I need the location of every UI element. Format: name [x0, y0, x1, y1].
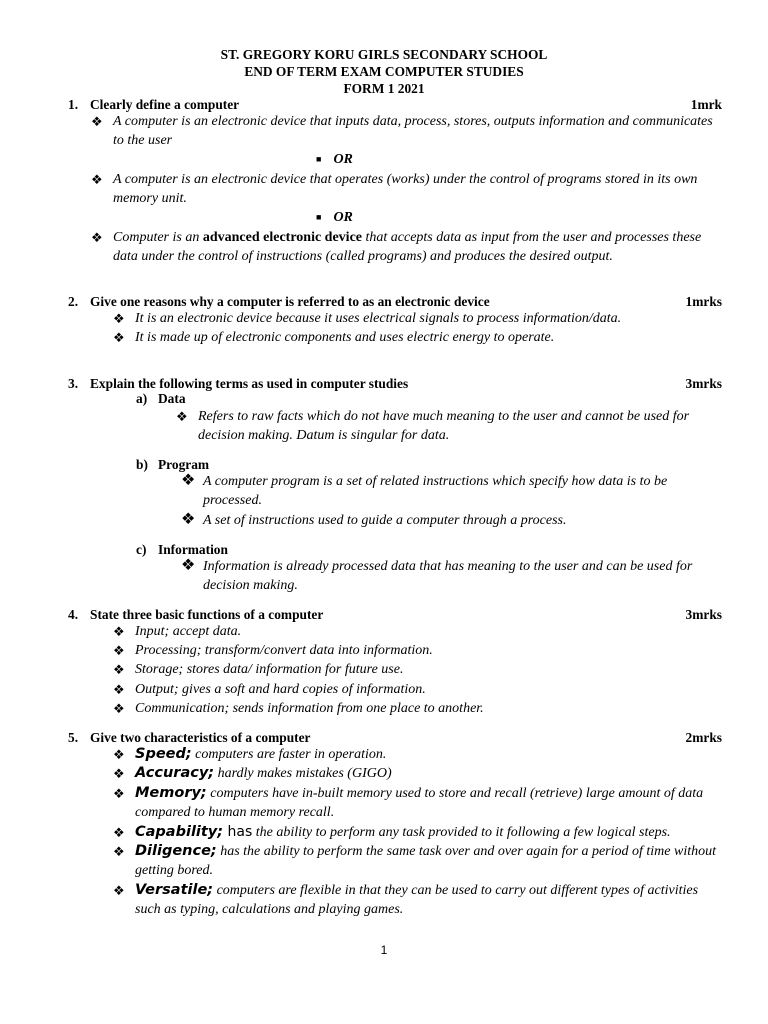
characteristic-term: Versatile; [135, 882, 214, 898]
bullet-icon: ❖ [91, 230, 103, 245]
question-number: 4. [68, 607, 79, 622]
answer-text: Input; accept data. [135, 624, 242, 639]
answer-text: Information is already processed data that has meaning to the user and can be used for decision making. [203, 559, 693, 594]
answer-item [113, 328, 725, 347]
characteristic-item [113, 764, 725, 783]
question-text: Give one reasons why a computer is referred to as an electronic device [90, 294, 490, 309]
question-text: Clearly define a computer [90, 97, 240, 112]
answer-text: that accepts data as input from the user and processes these data under the control of instructions (called programs) and produces the desired output. [113, 230, 702, 265]
characteristic-item [113, 881, 725, 920]
characteristic-desc: computers are faster in operation. [191, 747, 387, 762]
square-bullet-icon: ■ [316, 212, 322, 222]
question-text: Explain the following terms as used in computer studies [90, 376, 409, 391]
characteristic-item [113, 784, 725, 823]
answer-text: A set of instructions used to guide a computer through a process. [203, 513, 567, 528]
square-bullet-icon: ■ [316, 154, 322, 164]
school-name: ST. GREGORY KORU GIRLS SECONDARY SCHOOL [220, 47, 548, 62]
or-label: OR [333, 152, 353, 167]
characteristic-term: Capability; [135, 824, 224, 840]
question-marks: 3mrks [685, 607, 722, 622]
answer-text: A computer is an electronic device that inputs data, process, stores, outputs information and communicates to the user [113, 114, 713, 149]
characteristic-term: Accuracy; [135, 765, 215, 781]
bullet-icon: ❖ [113, 825, 125, 840]
term-label: Information [158, 542, 228, 557]
answer-item [113, 699, 725, 718]
characteristic-desc-lead: has [223, 824, 253, 840]
bullet-icon: ❖ [113, 624, 125, 639]
question-number: 1. [68, 97, 79, 112]
question-marks: 2mrks [685, 730, 722, 745]
sub-label: c) [136, 542, 147, 557]
bullet-icon: ❖ [113, 643, 125, 658]
question-marks: 1mrks [685, 294, 722, 309]
answer-text: Computer is an [113, 230, 203, 245]
or-label: OR [333, 210, 353, 225]
answer-text: Processing; transform/convert data into information. [135, 643, 433, 658]
answer-text: Communication; sends information from one place to another. [135, 701, 484, 716]
answer-item [113, 309, 725, 328]
question-text: Give two characteristics of a computer [90, 730, 311, 745]
answer-emphasis: advanced electronic device [202, 230, 362, 245]
characteristic-term: Memory; [135, 785, 207, 801]
answer-text: It is made up of electronic components and uses electric energy to operate. [135, 330, 555, 345]
answer-item [113, 660, 725, 679]
form-year: FORM 1 2021 [343, 81, 425, 96]
bullet-icon: ❖ [176, 409, 188, 424]
characteristic-item [113, 745, 725, 764]
term-label: Program [158, 457, 210, 472]
characteristic-term: Diligence; [135, 843, 217, 859]
page-number: 1 [380, 943, 388, 957]
sub-label: b) [136, 457, 148, 472]
answer-item [113, 641, 725, 660]
bullet-icon: ❖ [113, 844, 125, 859]
answer-item [176, 407, 723, 446]
sub-label: a) [136, 391, 148, 406]
characteristic-desc: computers have in-built memory used to store and recall (retrieve) large amount of data compared to human memory recall. [135, 786, 704, 821]
bullet-icon: ❖ [113, 682, 125, 697]
bullet-icon: ❖ [113, 701, 125, 716]
question-marks: 1mrk [690, 97, 722, 112]
question-number: 3. [68, 376, 79, 391]
bullet-icon: ❖ [113, 786, 125, 801]
answer-text: Storage; stores data/ information for future use. [135, 662, 404, 677]
bullet-icon: ❖ [91, 172, 103, 187]
answer-text: It is an electronic device because it uses electrical signals to process information/data. [135, 311, 622, 326]
answer-item [91, 228, 723, 267]
answer-item [181, 472, 723, 511]
bullet-icon: ❖ [181, 557, 196, 574]
characteristic-term: Speed; [135, 746, 192, 762]
bullet-icon: ❖ [91, 114, 103, 129]
question-text: State three basic functions of a computer [90, 607, 324, 622]
characteristic-desc: hardly makes mistakes (GIGO) [214, 766, 392, 781]
characteristic-item [113, 823, 725, 842]
answer-text: Output; gives a soft and hard copies of information. [135, 682, 426, 697]
or-separator [316, 208, 353, 228]
or-separator [316, 150, 353, 170]
answer-item [91, 170, 723, 209]
answer-item [113, 622, 725, 641]
answer-item [181, 557, 723, 596]
question-number: 2. [68, 294, 79, 309]
bullet-icon: ❖ [113, 330, 125, 345]
bullet-icon: ❖ [181, 472, 196, 489]
answer-text: A computer program is a set of related instructions which specify how data is to be processed. [203, 474, 668, 509]
question-number: 5. [68, 730, 79, 745]
bullet-icon: ❖ [113, 311, 125, 326]
bullet-icon: ❖ [113, 883, 125, 898]
answer-item [91, 112, 713, 151]
answer-text: Refers to raw facts which do not have much meaning to the user and cannot be used for decision making. Datum is singular for data. [198, 409, 690, 444]
bullet-icon: ❖ [113, 747, 125, 762]
bullet-icon: ❖ [113, 662, 125, 677]
characteristic-desc: has the ability to perform the same task over and over again for a period of time without getting bored. [135, 844, 717, 879]
characteristic-desc: the ability to perform any task provided to it following a few logical steps. [252, 825, 671, 840]
characteristic-item [113, 842, 725, 881]
question-marks: 3mrks [685, 376, 722, 391]
answer-item [113, 680, 725, 699]
characteristic-desc: computers are flexible in that they can be used to carry out different types of activities such as typing, calculations and playing games. [135, 883, 699, 918]
bullet-icon: ❖ [181, 511, 196, 528]
answer-item [181, 511, 723, 530]
exam-title: END OF TERM EXAM COMPUTER STUDIES [244, 64, 524, 79]
answer-text: A computer is an electronic device that operates (works) under the control of programs stored in its own memory unit. [113, 172, 698, 207]
bullet-icon: ❖ [113, 766, 125, 781]
term-label: Data [158, 391, 186, 406]
